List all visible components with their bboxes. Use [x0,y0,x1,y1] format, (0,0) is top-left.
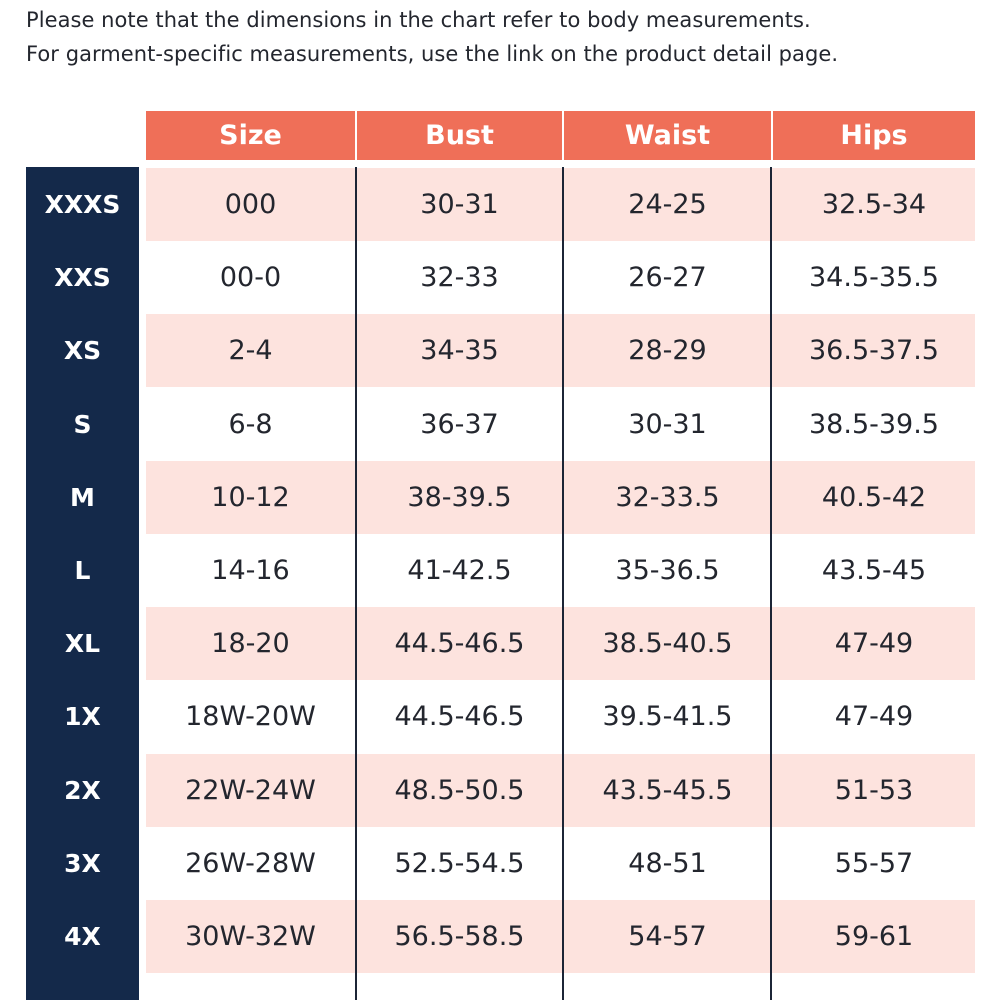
table-row [146,607,975,680]
cell-size: 22W-24W [185,775,316,806]
cell-bust: 36-37 [420,409,499,440]
cell-waist: 26-27 [628,262,707,293]
note-line-2: For garment-specific measurements, use the link on the product detail page. [26,42,839,66]
size-label: XL [64,629,101,658]
cell-waist: 28-29 [628,335,707,366]
table-row [146,754,975,827]
cell-waist: 32-33.5 [615,482,720,513]
cell-size: 14-16 [211,555,290,586]
header-divider [355,111,357,160]
column-divider [355,167,357,1000]
cell-hips: 55-57 [834,848,914,879]
size-label: 2X [64,776,101,805]
cell-size: 6-8 [228,409,273,440]
size-label: L [74,556,91,585]
cell-waist: 43.5-45.5 [602,775,733,806]
header-hips: Hips [840,120,908,151]
cell-bust: 44.5-46.5 [394,628,525,659]
header-bust: Bust [425,120,494,151]
cell-size: 26W-28W [185,848,316,879]
cell-hips: 34.5-35.5 [809,262,939,293]
measurement-note [26,0,996,71]
size-label: 3X [64,849,101,878]
cell-waist: 48-51 [628,848,707,879]
cell-hips: 47-49 [834,628,914,659]
table-row [146,241,975,314]
header-waist: Waist [624,120,711,151]
cell-hips: 43.5-45 [821,555,927,586]
size-label: S [73,410,92,439]
column-divider [770,167,772,1000]
cell-hips: 51-53 [834,775,914,806]
table-row [146,827,975,900]
cell-size: 000 [224,189,277,220]
cell-size: 2-4 [228,335,273,366]
table-row [146,461,975,534]
cell-hips: 36.5-37.5 [809,335,939,366]
cell-hips: 32.5-34 [821,189,927,220]
table-row [146,534,975,607]
cell-bust: 41-42.5 [407,555,512,586]
cell-bust: 30-31 [420,189,499,220]
size-label: XS [63,336,102,365]
table-row [146,680,975,753]
cell-hips: 47-49 [834,701,914,732]
cell-size: 00-0 [219,262,282,293]
note-line-1: Please note that the dimensions in the chart refer to body measurements. [26,8,811,32]
cell-hips: 40.5-42 [821,482,927,513]
cell-hips: 38.5-39.5 [809,409,939,440]
cell-waist: 35-36.5 [615,555,720,586]
cell-size: 10-12 [211,482,290,513]
cell-hips: 59-61 [834,921,914,952]
table-header [146,111,975,160]
cell-bust: 52.5-54.5 [394,848,525,879]
cell-size: 18W-20W [185,701,316,732]
cell-bust: 48.5-50.5 [394,775,525,806]
cell-size: 30W-32W [185,921,316,952]
size-label: XXS [54,263,111,292]
size-label: M [70,483,95,512]
cell-waist: 38.5-40.5 [602,628,733,659]
table-row [146,900,975,973]
table-bottom-edge [146,981,975,1000]
column-divider [562,167,564,1000]
size-label: XXXS [44,190,121,219]
cell-waist: 24-25 [628,189,707,220]
cell-size: 18-20 [211,628,290,659]
size-label: 1X [64,702,101,731]
table-row [146,168,975,241]
cell-bust: 38-39.5 [407,482,512,513]
cell-waist: 54-57 [628,921,707,952]
cell-bust: 44.5-46.5 [394,701,525,732]
header-divider [771,111,773,160]
size-label: 4X [64,922,101,951]
cell-bust: 34-35 [420,335,499,366]
cell-waist: 39.5-41.5 [602,701,733,732]
cell-bust: 32-33 [420,262,499,293]
header-divider [562,111,564,160]
cell-bust: 56.5-58.5 [394,921,525,952]
cell-waist: 30-31 [628,409,707,440]
table-row [146,314,975,387]
header-size: Size [219,120,282,151]
table-row [146,388,975,461]
